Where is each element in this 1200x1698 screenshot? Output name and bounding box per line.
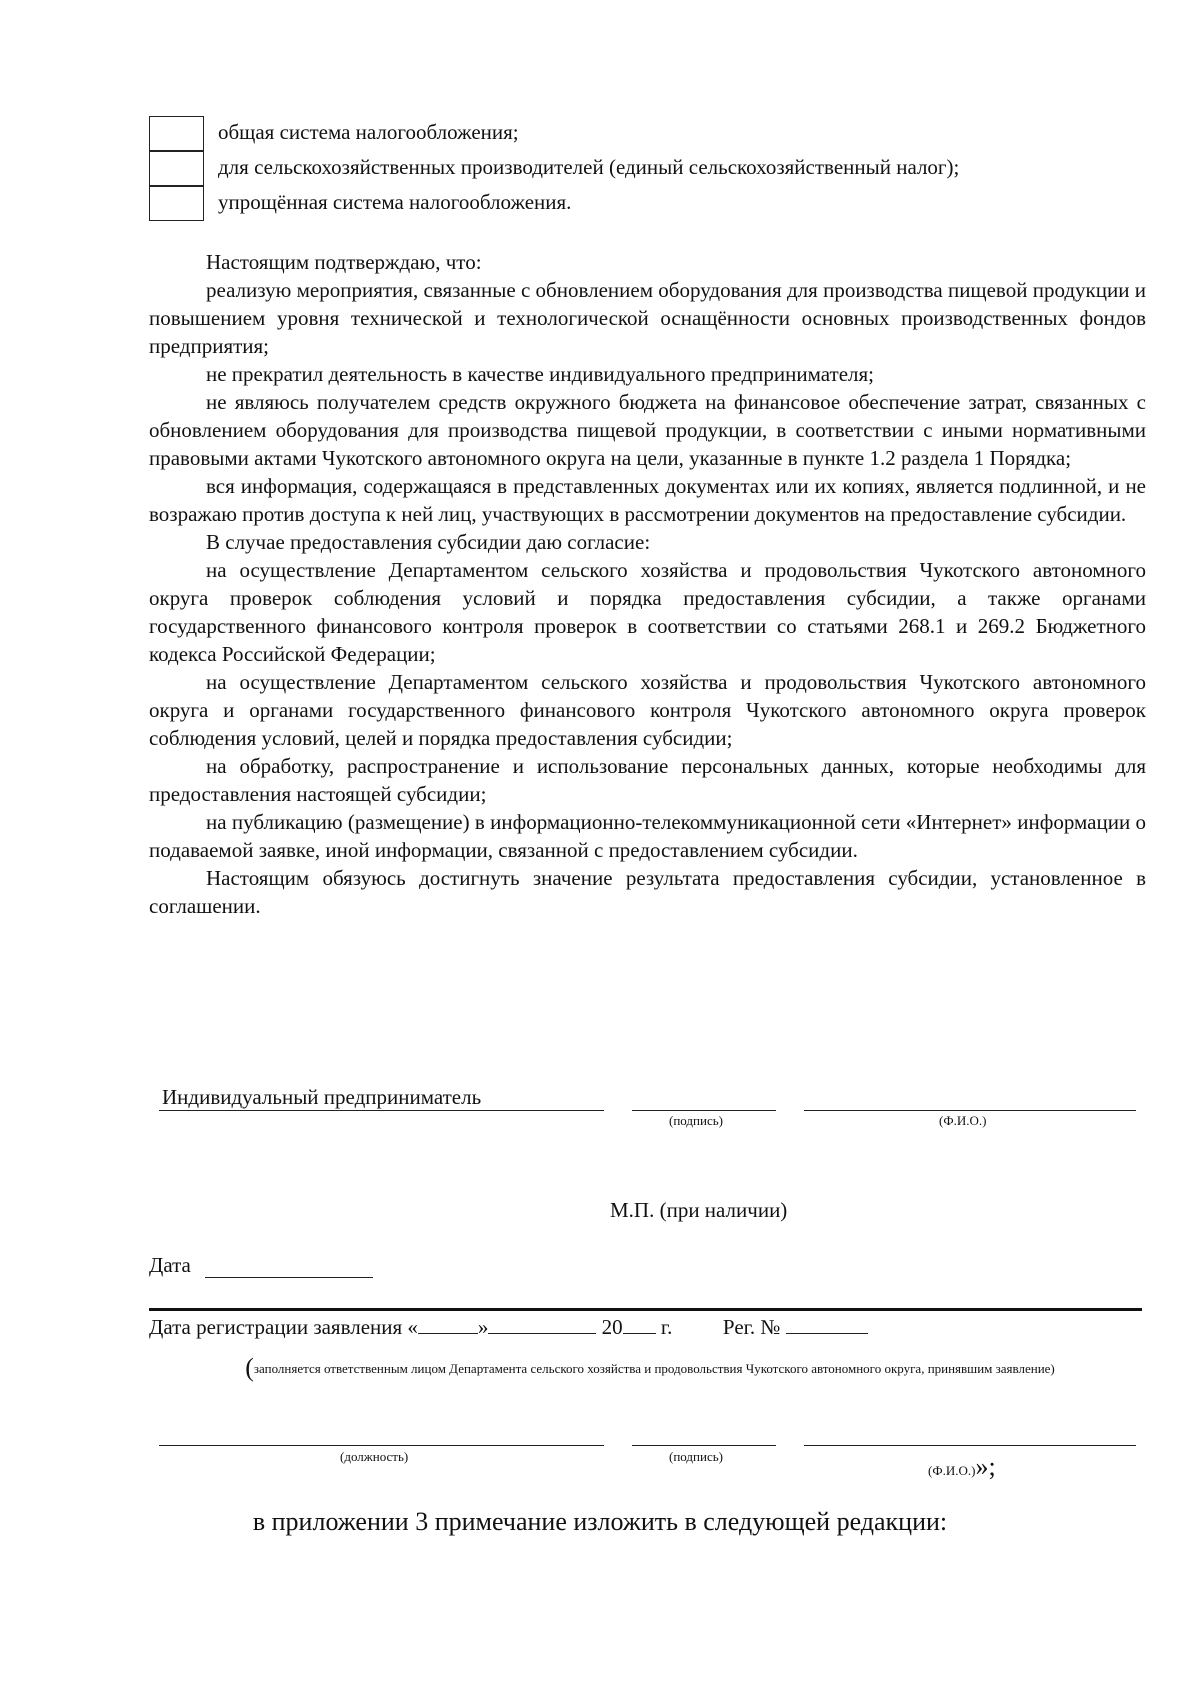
tax-option-label: упрощённая система налогообложения.: [218, 190, 572, 214]
registration-day-field[interactable]: [418, 1313, 478, 1334]
tax-option-label: для сельскохозяйственных производителей (единый сельскохозяйственный налог);: [218, 155, 960, 179]
tax-checkbox-general[interactable]: [149, 116, 204, 151]
position-caption: (должность): [340, 1449, 409, 1464]
tax-option-simplified[interactable]: [149, 186, 1149, 221]
paragraph-activity: не прекратил деятельность в качестве индивидуального предпринимателя;: [206, 362, 875, 386]
section-divider: [149, 1308, 1142, 1311]
paragraph-consent-control: на осуществление Департаментом сельского хозяйства и продовольствия Чукотского автономного округа и органами государственного финансового контроля Чукотского автономного округа проверок соблюдения условий, целей и порядка предоставления субсидии;: [149, 670, 1146, 750]
tax-option-general[interactable]: [149, 116, 1149, 151]
registration-date-label: Дата регистрации заявления «: [149, 1315, 418, 1339]
paragraph-consent-personal-data: на обработку, распространение и использование персональных данных, которые необходимы для предоставления настоящей субсидии;: [149, 754, 1146, 806]
stamp-label: М.П. (при наличии): [610, 1198, 788, 1222]
declaration-text: [149, 248, 1146, 920]
official-fio-line[interactable]: [804, 1445, 1136, 1446]
registration-year-prefix: 20: [601, 1315, 623, 1339]
closing-quote: »;: [975, 1452, 996, 1481]
signatory-role: Индивидуальный предприниматель: [162, 1085, 482, 1109]
tax-option-agricultural[interactable]: [149, 151, 1149, 186]
official-signature-line[interactable]: [632, 1445, 776, 1446]
paragraph-information: вся информация, содержащаяся в представленных документах или их копиях, является подлинной, и не возражаю против доступа к ней лиц, участвующих в рассмотрении документов на предоставление субсидии.: [149, 474, 1146, 526]
registration-number-label: Рег. №: [722, 1315, 781, 1339]
tax-option-label: общая система налогообложения;: [218, 120, 519, 144]
registration-quote-close: »: [477, 1315, 489, 1339]
fio-caption: (Ф.И.О.): [939, 1113, 987, 1128]
note-text: заполняется ответственным лицом Департамента сельского хозяйства и продовольствия Чукотского автономного округа, принявшим заявление): [253, 1361, 1055, 1376]
paragraph-consent-publication: на публикацию (размещение) в информационно-телекоммуникационной сети «Интернет» информации о подаваемой заявке, иной информации, связанной с предоставлением субсидии.: [149, 810, 1146, 862]
paragraph-obligation: Настоящим обязуюсь достигнуть значение результата предоставления субсидии, установленное в соглашении.: [149, 866, 1146, 918]
signature-line[interactable]: [632, 1110, 776, 1111]
paragraph-equipment: реализую мероприятия, связанные с обновлением оборудования для производства пищевой продукции и повышением уровня технической и технологической оснащённости основных производственных фондов предприятия;: [149, 278, 1146, 358]
paragraph-confirm-intro: Настоящим подтверждаю, что:: [206, 250, 482, 274]
note-open-paren: (: [245, 1353, 254, 1382]
registration-year-field[interactable]: [623, 1313, 656, 1334]
paragraph-consent-inspection: на осуществление Департаментом сельского хозяйства и продовольствия Чукотского автономного округа проверок соблюдения условий и порядка предоставления субсидии, а также органами государственного финансового контроля проверок в соответствии со статьями 268.1 и 269.2 Бюджетного кодекса Российской Федерации;: [149, 558, 1146, 666]
role-line: [159, 1110, 604, 1111]
official-signature-caption: (подпись): [669, 1449, 723, 1464]
registration-row: [149, 1313, 868, 1340]
signature-caption: (подпись): [669, 1113, 723, 1128]
amendment-text: в приложении 3 примечание изложить в следующей редакции:: [252, 1507, 948, 1536]
paragraph-budget: не являюсь получателем средств окружного бюджета на финансовое обеспечение затрат, связанных с обновлением оборудования для производства пищевой продукции, в соответствии с иными нормативными правовыми актами Чукотского автономного округа на цели, указанные в пункте 1.2 раздела 1 Порядка;: [149, 390, 1146, 470]
fio-line[interactable]: [804, 1110, 1136, 1111]
official-fio-caption: (Ф.И.О.): [928, 1463, 976, 1478]
registration-number-field[interactable]: [786, 1313, 868, 1334]
registration-year-suffix: г.: [660, 1315, 673, 1339]
tax-checkbox-simplified[interactable]: [149, 186, 204, 221]
official-fio-group: [928, 1452, 996, 1482]
registration-note: [172, 1353, 1128, 1382]
registration-month-field[interactable]: [488, 1313, 596, 1334]
position-line[interactable]: [159, 1445, 604, 1446]
date-label: Дата: [149, 1253, 191, 1277]
paragraph-consent-intro: В случае предоставления субсидии даю согласие:: [206, 530, 651, 554]
tax-checkbox-agricultural[interactable]: [149, 151, 204, 186]
date-field[interactable]: [205, 1277, 373, 1278]
